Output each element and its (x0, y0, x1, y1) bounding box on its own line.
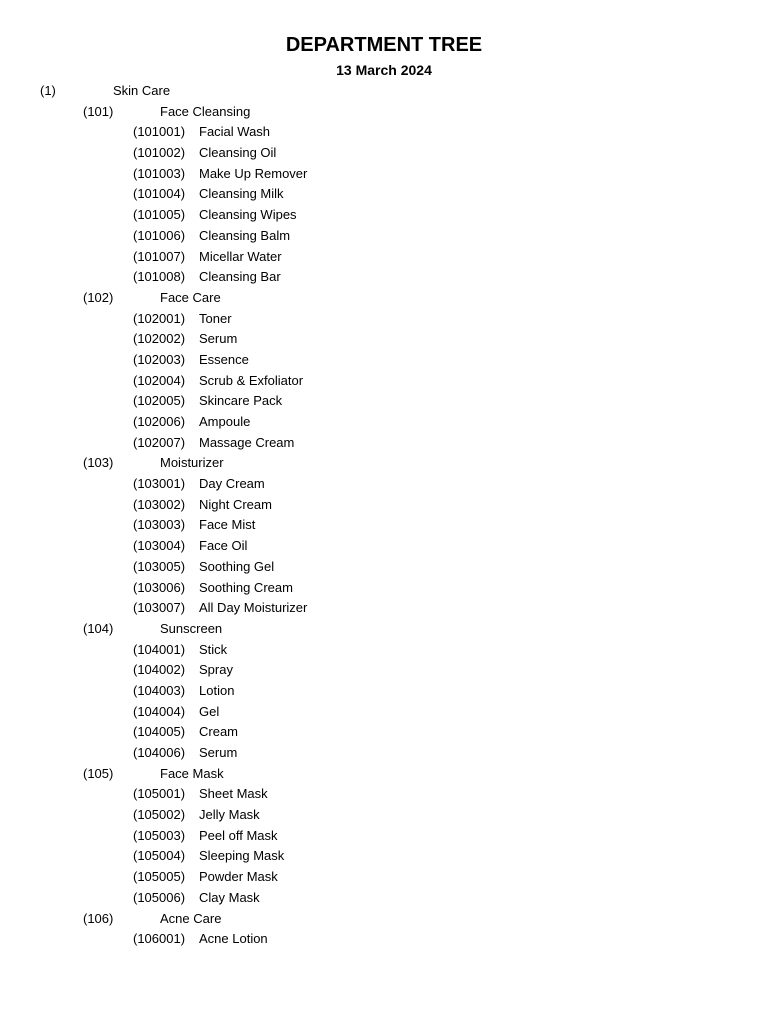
subcategory-row (0, 846, 768, 867)
subcategory-row-code: (101007) (133, 248, 186, 264)
subcategory-row (0, 805, 768, 826)
subcategory-row (0, 495, 768, 516)
category-row-code: (101) (83, 103, 114, 119)
subcategory-row (0, 722, 768, 743)
subcategory-row (0, 267, 768, 288)
subcategory-row-code: (104004) (133, 703, 186, 719)
subcategory-row-code: (105003) (133, 827, 186, 843)
subcategory-row (0, 640, 768, 661)
subcategory-row-code: (104006) (133, 745, 186, 760)
subcategory-row-code: (102003) (133, 351, 186, 367)
subcategory-row (0, 743, 768, 764)
subcategory-row (0, 226, 768, 247)
subcategory-row-code: (101003) (133, 165, 186, 181)
subcategory-row-code: (104001) (133, 641, 186, 657)
subcategory-row (0, 122, 768, 143)
subcategory-row-name: Make Up Remover (199, 165, 308, 181)
subcategory-row-name: Day Cream (199, 476, 265, 492)
subcategory-row (0, 557, 768, 578)
subcategory-row-code: (101002) (133, 145, 186, 161)
subcategory-row-name: Clay Mask (199, 889, 260, 905)
subcategory-row-name: Massage Cream (199, 434, 295, 450)
category-row (0, 909, 768, 930)
category-row-name: Acne Care (160, 910, 222, 926)
subcategory-row-code: (103002) (133, 496, 186, 512)
subcategory-row-code: (102002) (133, 331, 186, 347)
subcategory-row-name: Lotion (199, 682, 235, 698)
subcategory-row-code: (105002) (133, 807, 186, 823)
subcategory-row-code: (101005) (133, 207, 186, 223)
department-tree (0, 81, 768, 950)
category-row-code: (106) (83, 910, 114, 926)
page-title: DEPARTMENT TREE (285, 34, 483, 56)
subcategory-row-code: (106001) (133, 931, 186, 947)
subcategory-row-name: Cleansing Wipes (199, 207, 297, 223)
category-row-name: Face Mask (160, 765, 224, 781)
subcategory-row (0, 143, 768, 164)
department-row (0, 81, 768, 102)
subcategory-row-code: (103004) (133, 538, 186, 554)
subcategory-row (0, 929, 768, 950)
subcategory-row (0, 412, 768, 433)
subcategory-row-code: (102006) (133, 414, 186, 429)
subcategory-row (0, 888, 768, 909)
subcategory-row-code: (103005) (133, 558, 186, 574)
subcategory-row-code: (104003) (133, 682, 186, 698)
subcategory-row-name: Powder Mask (199, 869, 278, 885)
category-row (0, 453, 768, 474)
subcategory-row (0, 433, 768, 454)
subcategory-row-name: Spray (199, 662, 233, 678)
subcategory-row-name: Stick (199, 641, 228, 657)
subcategory-row-code: (103007) (133, 600, 186, 616)
category-row-code: (104) (83, 620, 114, 636)
subcategory-row-name: Peel off Mask (199, 827, 278, 843)
subcategory-row-code: (101006) (133, 227, 186, 243)
subcategory-row-name: Acne Lotion (199, 931, 268, 947)
subcategory-row-code: (103006) (133, 579, 186, 595)
subcategory-row-name: Cleansing Oil (199, 145, 277, 161)
category-row-code: (105) (83, 765, 114, 781)
subcategory-row-name: Essence (199, 351, 249, 367)
report-date: 13 March 2024 (336, 62, 432, 78)
subcategory-row (0, 660, 768, 681)
subcategory-row (0, 205, 768, 226)
subcategory-row-name: Sleeping Mask (199, 848, 285, 864)
subcategory-row-name: Face Oil (199, 538, 248, 554)
subcategory-row-name: Serum (199, 331, 238, 347)
subcategory-row-name: Face Mist (199, 517, 256, 533)
category-row (0, 619, 768, 640)
category-row-name: Moisturizer (160, 455, 224, 471)
category-row-name: Face Care (160, 289, 221, 305)
subcategory-row (0, 578, 768, 599)
subcategory-row-name: Sheet Mask (199, 786, 268, 802)
subcategory-row-code: (105005) (133, 869, 186, 885)
department-name: Skin Care (113, 83, 171, 98)
subcategory-row-name: Facial Wash (199, 124, 271, 140)
subcategory-row-name: Micellar Water (199, 248, 282, 264)
subcategory-row-name: Cleansing Milk (199, 186, 284, 202)
subcategory-row (0, 826, 768, 847)
subcategory-row (0, 784, 768, 805)
subcategory-row-name: All Day Moisturizer (199, 600, 308, 616)
subcategory-row-name: Gel (199, 703, 220, 719)
subcategory-row-code: (103001) (133, 476, 186, 492)
subcategory-row-code: (105004) (133, 848, 186, 864)
subcategory-row-code: (102005) (133, 393, 186, 409)
subcategory-row (0, 371, 768, 392)
subcategory-row-name: Cream (199, 724, 239, 740)
subcategory-row-code: (105006) (133, 889, 186, 905)
subcategory-row (0, 702, 768, 723)
subcategory-row (0, 329, 768, 350)
subcategory-row (0, 681, 768, 702)
subcategory-row (0, 350, 768, 371)
subcategory-row (0, 247, 768, 268)
category-row-name: Sunscreen (160, 620, 223, 636)
subcategory-row-name: Ampoule (199, 414, 251, 429)
subcategory-row-name: Scrub & Exfoliator (199, 372, 304, 388)
subcategory-row-name: Night Cream (199, 496, 272, 512)
department-code: (1) (40, 83, 56, 98)
subcategory-row-name: Jelly Mask (199, 807, 260, 823)
category-row-name: Face Cleansing (160, 103, 251, 119)
subcategory-row-name: Soothing Gel (199, 558, 275, 574)
subcategory-row (0, 515, 768, 536)
subcategory-row-name: Serum (199, 745, 238, 760)
subcategory-row-name: Soothing Cream (199, 579, 293, 595)
subcategory-row-code: (101001) (133, 124, 186, 140)
subcategory-row-code: (104005) (133, 724, 186, 740)
subcategory-row-name: Toner (199, 310, 232, 326)
subcategory-row-code: (101004) (133, 186, 186, 202)
subcategory-row-code: (102001) (133, 310, 186, 326)
category-row (0, 764, 768, 785)
subcategory-row (0, 474, 768, 495)
subcategory-row-code: (102007) (133, 434, 186, 450)
subcategory-row-code: (103003) (133, 517, 186, 533)
subcategory-row (0, 309, 768, 330)
subcategory-row (0, 184, 768, 205)
category-row-code: (103) (83, 455, 114, 471)
subcategory-row (0, 391, 768, 412)
subcategory-row (0, 867, 768, 888)
category-row-code: (102) (83, 289, 114, 305)
subcategory-row-code: (104002) (133, 662, 186, 678)
subcategory-row-code: (102004) (133, 372, 186, 388)
subcategory-row (0, 598, 768, 619)
category-row (0, 102, 768, 123)
subcategory-row (0, 164, 768, 185)
subcategory-row-code: (101008) (133, 269, 186, 285)
subcategory-row (0, 536, 768, 557)
subcategory-row-name: Cleansing Balm (199, 227, 291, 243)
subcategory-row-code: (105001) (133, 786, 186, 802)
subcategory-row-name: Skincare Pack (199, 393, 283, 409)
category-row (0, 288, 768, 309)
subcategory-row-name: Cleansing Bar (199, 269, 281, 285)
